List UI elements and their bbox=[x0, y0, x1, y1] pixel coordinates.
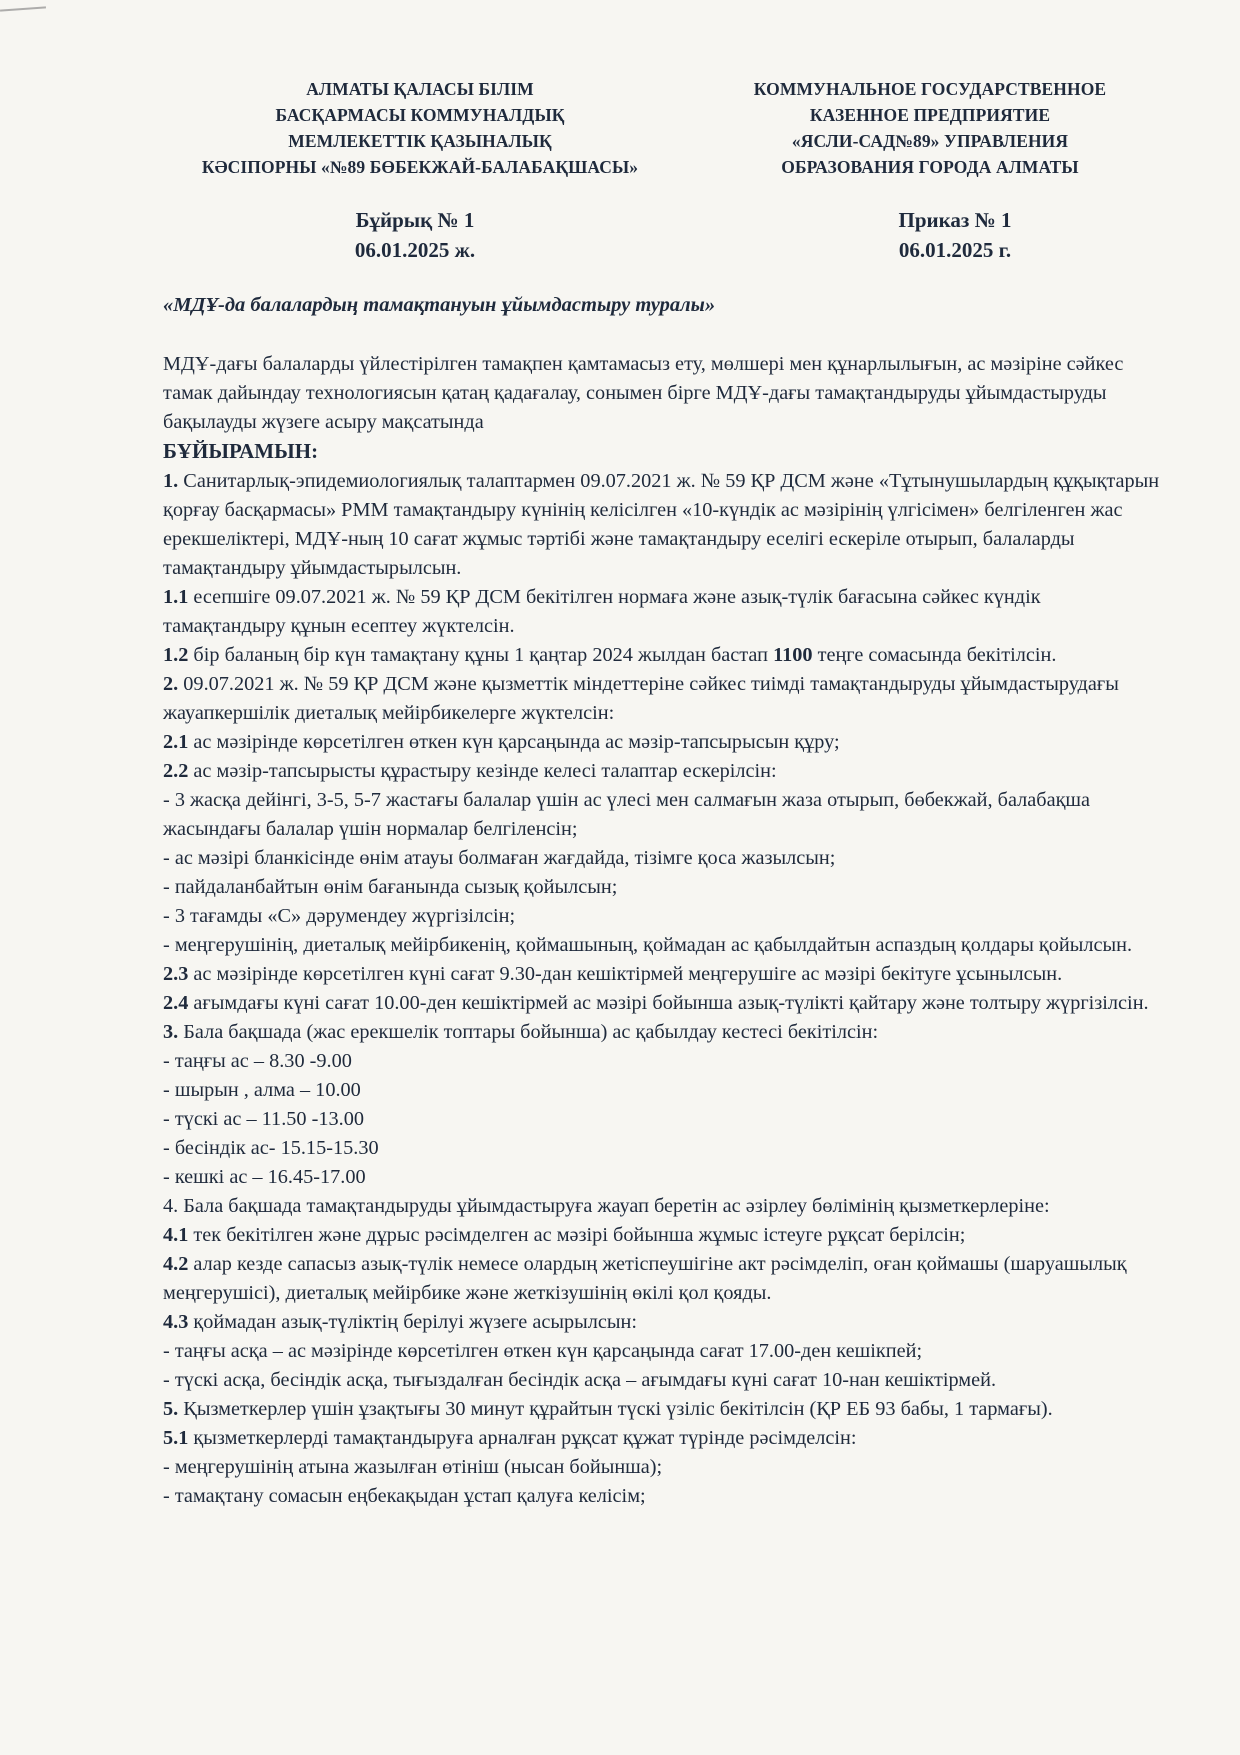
header-kz-line: МЕМЛЕКЕТТІК ҚАЗЫНАЛЫҚ bbox=[288, 131, 552, 151]
clause-text: . Бала бақшада тамақтандыруды ұйымдастыруға жауап беретін ас әзірлеу бөлімінің қызметкерлеріне: bbox=[173, 1195, 1050, 1217]
clause-text: - меңгерушінің, диеталық мейірбикенің, қоймашының, қоймадан ас қабылдайтын аспаздың қолдары қойылсын. bbox=[163, 934, 1133, 956]
clause-number: 2.3 bbox=[163, 963, 189, 985]
clause-text: ас мәзірінде көрсетілген өткен күн қарсаңында ас мәзір-тапсырысын құру; bbox=[188, 731, 840, 753]
clause bbox=[163, 1018, 1163, 1047]
clause-number: 2.4 bbox=[163, 992, 189, 1014]
paragraph-line bbox=[163, 1047, 1163, 1076]
clause-text: Қызметкерлер үшін ұзақтығы 30 минут құрайтын түскі үзіліс бекітілсін (ҚР ЕБ 93 бабы, 1 тармағы). bbox=[178, 1398, 1053, 1420]
paragraph-line bbox=[163, 1105, 1163, 1134]
clause-text: 09.07.2021 ж. № 59 ҚР ДСМ және қызметтік міндеттеріне сәйкес тиімді тамақтандыруды ұйымдастырудағы жауапкершілік диеталық мейірбикелерге жүктелсін: bbox=[163, 673, 1119, 724]
clause-text: теңге сомасында бекітілсін. bbox=[812, 644, 1057, 666]
order-kz-date: 06.01.2025 ж. bbox=[354, 238, 476, 262]
amount-value: 1100 bbox=[773, 644, 813, 666]
clause-text: ас мәзір-тапсырысты құрастыру кезінде келесі талаптар ескерілсін: bbox=[188, 760, 777, 782]
clause bbox=[163, 467, 1163, 583]
header-kz-line: БАСҚАРМАСЫ КОММУНАЛДЫҚ bbox=[275, 105, 565, 125]
clause bbox=[163, 641, 1163, 670]
clause-text: МДҰ-дағы балаларды үйлестірілген тамақпен қамтамасыз ету, мөлшері мен құнарлылығын, ас мәзіріне сәйкес тамак дайындау технологиясын қатаң қадағалау, сонымен бірге МДҰ-дағы тамақтандыруды ұйымдастыруды бақылауды жүзеге асыру мақсатында bbox=[163, 353, 1124, 433]
paragraph-line bbox=[163, 873, 1163, 902]
order-kz-title: Бұйрық № 1 bbox=[355, 208, 475, 232]
clause-text: қоймадан азық-түліктің берілуі жүзеге асырылсын: bbox=[188, 1311, 637, 1333]
clause-text: - меңгерушінің атына жазылған өтініш (нысан бойынша); bbox=[163, 1456, 663, 1478]
clause-number: 2.2 bbox=[163, 760, 189, 782]
header-kz bbox=[150, 76, 690, 180]
clause-text: - шырын , алма – 10.00 bbox=[163, 1079, 361, 1101]
clause-number: 2.1 bbox=[163, 731, 189, 753]
paragraph-line bbox=[163, 844, 1163, 873]
clause-text: - кешкі ас – 16.45-17.00 bbox=[163, 1166, 366, 1188]
clause bbox=[163, 670, 1163, 728]
clause bbox=[163, 1192, 1163, 1221]
command-text: БҰЙЫРАМЫН: bbox=[163, 439, 319, 463]
clause bbox=[163, 728, 1163, 757]
clause-text: - түскі ас – 11.50 -13.00 bbox=[163, 1108, 365, 1130]
clause-text: - таңғы асқа – ас мәзірінде көрсетілген өткен күн қарсаңында сағат 17.00-ден кешікпей; bbox=[163, 1340, 923, 1362]
clause-number: 3. bbox=[163, 1021, 179, 1043]
clause-number: 1.1 bbox=[163, 586, 189, 608]
clause-text: - түскі асқа, бесіндік асқа, тығыздалған бесіндік асқа – ағымдағы күні сағат 10-нан кешіктірмей. bbox=[163, 1369, 997, 1391]
clause-text: - 3 жасқа дейінгі, 3-5, 5-7 жастағы балалар үшін ас үлесі мен салмағын жаза отырып, бөбекжай, балабақша жасындағы балалар үшін нормалар белгіленсін; bbox=[163, 789, 1091, 840]
clause-number: 4 bbox=[163, 1195, 174, 1217]
clause bbox=[163, 1250, 1163, 1308]
header-kz-line: АЛМАТЫ ҚАЛАСЫ БІЛІМ bbox=[306, 79, 534, 99]
order-kz bbox=[300, 205, 530, 265]
order-ru-date: 06.01.2025 г. bbox=[898, 238, 1012, 262]
header-ru-line: КАЗЕННОЕ ПРЕДПРИЯТИЕ bbox=[809, 105, 1051, 125]
header-ru-line: КОММУНАЛЬНОЕ ГОСУДАРСТВЕННОЕ bbox=[753, 79, 1107, 99]
clause-text: қызметкерлерді тамақтандыруға арналған рұқсат құжат түрінде рәсімделсін: bbox=[188, 1427, 857, 1449]
clause-text: - таңғы ас – 8.30 -9.00 bbox=[163, 1050, 352, 1072]
paragraph-line bbox=[163, 1453, 1163, 1482]
order-body bbox=[163, 350, 1163, 1511]
clause-text: алар кезде сапасыз азық-түлік немесе олардың жетіспеушігіне акт рәсімделіп, оған қоймашы (шаруашылық меңгерушісі), диеталық мейірбике және жеткізушінің өкілі қол қояды. bbox=[163, 1253, 1127, 1304]
paragraph-line bbox=[163, 786, 1163, 844]
paragraph-line bbox=[163, 1482, 1163, 1511]
order-ru-title: Приказ № 1 bbox=[898, 208, 1012, 232]
order-ru bbox=[840, 205, 1070, 265]
paragraph-line bbox=[163, 1163, 1163, 1192]
paragraph-line bbox=[163, 902, 1163, 931]
clause-number: 4.2 bbox=[163, 1253, 189, 1275]
clause-text: - пайдаланбайтын өнім бағанында сызық қойылсын; bbox=[163, 876, 618, 898]
clause-number: 4.1 bbox=[163, 1224, 189, 1246]
clause-text: - бесіндік ас- 15.15-15.30 bbox=[163, 1137, 379, 1159]
clause-number: 5.1 bbox=[163, 1427, 189, 1449]
clause-number: 1. bbox=[163, 470, 179, 492]
clause-text: ағымдағы күні сағат 10.00-ден кешіктірмей ас мәзірі бойынша азық-түлікті қайтару және толтыру жүргізілсін. bbox=[188, 992, 1149, 1014]
order-subject: «МДҰ-да балалардың тамақтануын ұйымдастыру туралы» bbox=[163, 294, 716, 316]
clause-number: 5. bbox=[163, 1398, 179, 1420]
scan-corner-mark bbox=[0, 6, 46, 11]
paragraph-line bbox=[163, 1076, 1163, 1105]
clause-text: есепшіге 09.07.2021 ж. № 59 ҚР ДСМ бекітілген нормаға және азық-түлік бағасына сәйкес күндік тамақтандыру құнын есептеу жүктелсін. bbox=[163, 586, 1041, 637]
clause bbox=[163, 1308, 1163, 1337]
clause bbox=[163, 1221, 1163, 1250]
clause bbox=[163, 960, 1163, 989]
command-heading bbox=[163, 437, 1163, 467]
header-ru-line: ОБРАЗОВАНИЯ ГОРОДА АЛМАТЫ bbox=[781, 157, 1079, 177]
paragraph-line bbox=[163, 1337, 1163, 1366]
clause-number: 4.3 bbox=[163, 1311, 189, 1333]
clause-text: - 3 тағамды «С» дәрумендеу жүргізілсін; bbox=[163, 905, 516, 927]
paragraph-line bbox=[163, 1134, 1163, 1163]
header-ru-line: «ЯСЛИ-САД№89» УПРАВЛЕНИЯ bbox=[791, 131, 1069, 151]
clause bbox=[163, 989, 1163, 1018]
clause-text: Санитарлық-эпидемиологиялық талаптармен 09.07.2021 ж. № 59 ҚР ДСМ және «Тұтынушылардың құқықтарын қорғау басқармасы» РММ тамақтандыру күнінің келісілген «10-күндік ас мәзірінің үлгісімен» белгіленген жас ерекшеліктері, МДҰ-ның 10 сағат жұмыс тәртібі және тамақтандыру еселігі ескеріле отырып, балаларды тамақтандыру ұйымдастырылсын. bbox=[163, 470, 1160, 579]
clause-text: бір баланың бір күн тамақтану құны 1 қаңтар 2024 жылдан бастап bbox=[188, 644, 774, 666]
clause bbox=[163, 757, 1163, 786]
clause-text: Бала бақшада (жас ерекшелік топтары бойынша) ас қабылдау кестесі бекітілсін: bbox=[178, 1021, 879, 1043]
header-kz-line: КӘСІПОРНЫ «№89 БӨБЕКЖАЙ-БАЛАБАҚШАСЫ» bbox=[201, 157, 639, 177]
clause-text: - тамақтану сомасын еңбекақыдан ұстап қалуға келісім; bbox=[163, 1485, 646, 1507]
clause bbox=[163, 583, 1163, 641]
clause bbox=[163, 1424, 1163, 1453]
clause-number: 1.2 bbox=[163, 644, 189, 666]
clause-number: 2. bbox=[163, 673, 179, 695]
clause-text: - ас мәзірі бланкісінде өнім атауы болмаған жағдайда, тізімге қоса жазылсын; bbox=[163, 847, 836, 869]
header-ru bbox=[700, 76, 1160, 180]
paragraph-line bbox=[163, 350, 1163, 437]
paragraph-line bbox=[163, 931, 1163, 960]
clause bbox=[163, 1395, 1163, 1424]
paragraph-line bbox=[163, 1366, 1163, 1395]
clause-text: ас мәзірінде көрсетілген күні сағат 9.30-дан кешіктірмей меңгерушіге ас мәзірі бекітуге ұсынылсын. bbox=[188, 963, 1063, 985]
clause-text: тек бекітілген және дұрыс рәсімделген ас мәзірі бойынша жұмыс істеуге рұқсат берілсін; bbox=[188, 1224, 966, 1246]
